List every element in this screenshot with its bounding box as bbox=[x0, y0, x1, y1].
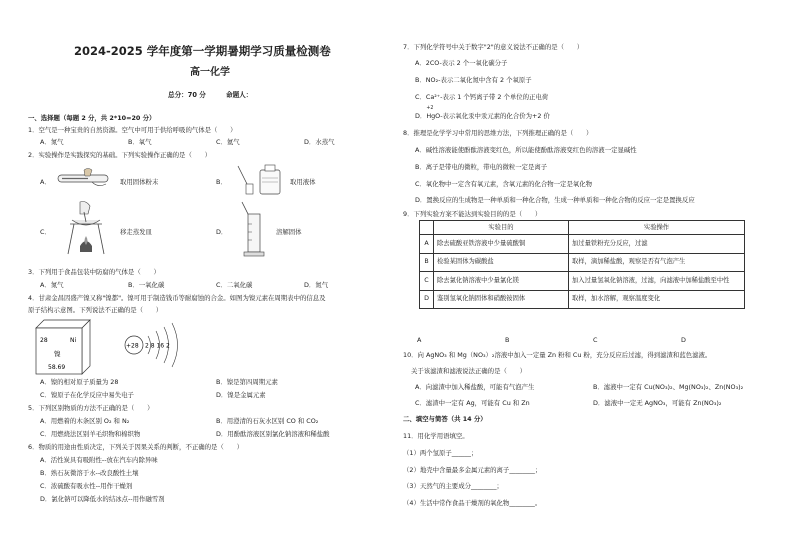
row-key: B bbox=[420, 253, 434, 272]
q7-option-a[interactable]: A．2CO-表示 2 个一氧化碳分子 bbox=[415, 59, 508, 67]
row-purpose: 检验某固体为碳酸盐 bbox=[434, 253, 569, 272]
row-purpose: 除去氯化钠溶液中少量氯化镁 bbox=[434, 272, 569, 291]
table-header-purpose: 实验目的 bbox=[434, 221, 569, 235]
q6-option-a[interactable]: A．活性炭具有吸附性--放在汽车内除异味 bbox=[40, 456, 158, 464]
q3-option-d[interactable]: D．氮气 bbox=[304, 281, 329, 289]
q1-option-d[interactable]: D．水蒸气 bbox=[304, 138, 335, 146]
row-key: D bbox=[420, 290, 434, 309]
q5-option-b[interactable]: B．用澄清的石灰水区别 CO 和 CO₂ bbox=[216, 417, 319, 425]
q9-option-c[interactable]: C bbox=[593, 336, 598, 344]
row-operation: 加入过量氢氧化钠溶液，过滤，向滤液中加稀盐酸至中性 bbox=[569, 272, 745, 291]
periodic-number: 28 bbox=[40, 337, 48, 344]
exam-title: 2024-2025 学年度第一学期暑期学习质量检测卷 bbox=[74, 44, 331, 58]
q9-option-b[interactable]: B bbox=[505, 336, 510, 344]
q8-stem: 8．推理是化学学习中常用的思维方法，下列推理正确的是（ ） bbox=[403, 129, 593, 137]
section2-heading: 二、填空与简答（共 14 分） bbox=[403, 415, 487, 423]
atom-shells: 2 8 16 2 bbox=[145, 342, 170, 350]
row-key: A bbox=[420, 235, 434, 254]
q10-option-d[interactable]: D．滤液中一定无 AgNO₃，可能有 Zn(NO₃)₂ bbox=[593, 399, 722, 407]
hgo-formula bbox=[426, 106, 441, 120]
section1-heading: 一、选择题（每题 2 分，共 2*10=20 分） bbox=[28, 114, 156, 122]
score-label: 总分：70 分 bbox=[168, 91, 206, 99]
q1-option-a[interactable]: A．氮气 bbox=[40, 138, 64, 146]
q2-caption-b: 取用液体 bbox=[290, 178, 316, 186]
q9-option-a[interactable]: A bbox=[417, 336, 422, 344]
q6-option-d[interactable]: D．氯化钠可以降低水的结冰点--用作融雪剂 bbox=[40, 495, 165, 503]
q4-option-c[interactable]: C．镍原子在化学反应中易失电子 bbox=[40, 391, 134, 399]
row-operation: 取样，滴加稀盐酸，观察是否有气泡产生 bbox=[569, 253, 745, 272]
q8-option-d[interactable]: D．置换反应的生成物是一种单质和一种化合物，生成一种单质和一种化合物的反应一定是置换反应 bbox=[415, 196, 695, 204]
liquid-bottle-icon bbox=[232, 160, 286, 196]
q2-caption-c: 移走蒸发皿 bbox=[120, 228, 152, 236]
q2-option-a[interactable]: A． bbox=[40, 178, 51, 186]
q2-option-b[interactable]: B． bbox=[216, 178, 227, 186]
q11-item-1[interactable]: （1）两个氢原子______； bbox=[403, 449, 478, 457]
table-row bbox=[420, 272, 745, 291]
powder-test-tube-icon bbox=[54, 166, 112, 192]
row-purpose: 除去硫酸亚铁溶液中少量硫酸铜 bbox=[434, 235, 569, 254]
q3-option-c[interactable]: C．二氧化碳 bbox=[216, 281, 253, 289]
q11-stem: 11．用化学用语填空。 bbox=[403, 432, 469, 440]
hgo-text: HgO bbox=[426, 112, 441, 120]
q7-option-d[interactable] bbox=[415, 106, 550, 120]
q5-option-d[interactable]: D．用酚酞溶液区别氯化钠溶液和稀盐酸 bbox=[216, 430, 330, 438]
q10-option-b[interactable]: B．滤液中一定有 Cu(NO₃)₂、Mg(NO₃)₂、Zn(NO₃)₂ bbox=[593, 383, 744, 391]
table-row bbox=[420, 235, 745, 254]
q1-option-c[interactable]: C．氦气 bbox=[216, 138, 240, 146]
q5-option-c[interactable]: C．用燃烧法区别羊毛织物和棉织物 bbox=[40, 430, 141, 438]
q7-option-b[interactable]: B．NO₂-表示二氧化氮中含有 2 个氧原子 bbox=[415, 76, 532, 84]
q7-option-c[interactable]: C．Ca²⁺-表示 1 个钙离子带 2 个单位的正电荷 bbox=[415, 93, 549, 101]
q10-option-a[interactable]: A．向滤渣中加入稀盐酸，可能有气泡产生 bbox=[415, 383, 535, 391]
q2-stem: 2．实验操作是实践探究的基础。下列实验操作正确的是（ ） bbox=[28, 151, 212, 159]
q3-option-a[interactable]: A．氮气 bbox=[40, 281, 64, 289]
q2-option-d[interactable]: D． bbox=[216, 228, 228, 236]
periodic-mass: 58.69 bbox=[48, 364, 66, 371]
q9-stem: 9．下列实验方案不能达到实验目的的是（ ） bbox=[403, 210, 542, 218]
q3-option-b[interactable]: B．一氧化碳 bbox=[128, 281, 165, 289]
q1-option-b[interactable]: B．氧气 bbox=[128, 138, 152, 146]
q10-option-c[interactable]: C．滤渣中一定有 Ag，可能有 Cu 和 Zn bbox=[415, 399, 530, 407]
q6-option-b[interactable]: B．熟石灰微溶于水--改良酸性土壤 bbox=[40, 469, 139, 477]
q6-stem: 6．物质的用途由性质决定，下列关于因果关系的判断，不正确的是（ ） bbox=[28, 443, 243, 451]
row-operation: 加过量铁粉充分反应，过滤 bbox=[569, 235, 745, 254]
evaporating-dish-icon bbox=[64, 200, 110, 258]
atom-structure-diagram bbox=[120, 318, 200, 372]
q11-item-3[interactable]: （3）天然气的主要成分________； bbox=[403, 482, 503, 490]
q9-option-d[interactable]: D bbox=[681, 336, 686, 344]
q4-option-b[interactable]: B．镍是第四周期元素 bbox=[216, 378, 278, 386]
table-row bbox=[420, 290, 745, 309]
q11-item-4[interactable]: （4）生活中常作食品干燥剂的氧化物________。 bbox=[403, 499, 542, 507]
q8-option-b[interactable]: B．离子是带电的微粒，带电的微粒一定是离子 bbox=[415, 163, 548, 171]
q2-option-c[interactable]: C． bbox=[40, 228, 51, 236]
graduated-cylinder-icon bbox=[238, 200, 268, 258]
q1-stem: 1．空气是一种宝贵的自然资源。空气中可用于供给呼吸的气体是（ ） bbox=[28, 126, 237, 134]
q5-option-a[interactable]: A．用燃着的木条区别 O₂ 和 N₂ bbox=[40, 417, 130, 425]
periodic-symbol: Ni bbox=[70, 337, 77, 344]
q8-option-a[interactable]: A．碱性溶液能使酚酞溶液变红色，所以能使酚酞溶液变红色的溶液一定显碱性 bbox=[415, 146, 637, 154]
q7-option-d-label: D． bbox=[415, 112, 427, 120]
q4-option-d[interactable]: D．镍是金属元素 bbox=[216, 391, 266, 399]
q7-stem: 7．下列化学符号中关于数字"2"的意义说法不正确的是（ ） bbox=[403, 43, 584, 51]
periodic-name: 镍 bbox=[54, 350, 61, 358]
q6-option-c[interactable]: C．浓硫酸有吸水性--用作干燥剂 bbox=[40, 482, 133, 490]
row-operation: 取样，加水溶解，观察温度变化 bbox=[569, 290, 745, 309]
author-label: 命题人： bbox=[226, 91, 253, 99]
table-header-row bbox=[420, 221, 745, 235]
table-header-blank bbox=[420, 221, 434, 235]
q2-caption-a: 取用固体粉末 bbox=[120, 178, 159, 186]
q3-stem: 3．下列用于食品包装中防腐的气体是（ ） bbox=[28, 268, 160, 276]
q4-stem-line1: 4．甘肃金昌因盛产镍又称"镍都"。镍可用于制造钱币等耐腐蚀的合金。如图为镍元素在周期表中的信息及 bbox=[28, 294, 326, 302]
q8-option-c[interactable]: C．氧化物中一定含有氧元素，含氧元素的化合物一定是氧化物 bbox=[415, 180, 593, 188]
q4-stem-line2: 原子结构示意图。下列说法不正确的是（ ） bbox=[28, 306, 163, 314]
table-row bbox=[420, 253, 745, 272]
row-purpose: 鉴别氢氧化钠固体和硝酸铵固体 bbox=[434, 290, 569, 309]
exam-subject: 高一化学 bbox=[190, 67, 230, 78]
q10-stem-line2: 关于该滤渣和滤液说法正确的是（ ） bbox=[411, 367, 527, 375]
q2-caption-d: 溶解固体 bbox=[276, 228, 302, 236]
q9-table bbox=[419, 220, 745, 309]
table-header-operation: 实验操作 bbox=[569, 221, 745, 235]
q7-option-d-text: -表示氧化汞中汞元素的化合价为+2 价 bbox=[440, 112, 550, 120]
q5-stem: 5．下列区别物质的方法不正确的是（ ） bbox=[28, 404, 154, 412]
q11-item-2[interactable]: （2）地壳中含量最多金属元素的离子________； bbox=[403, 466, 542, 474]
q10-stem-line1: 10．向 AgNO₃ 和 Mg（NO₃）₂溶液中加入一定量 Zn 粉和 Cu 粉，充分反应后过滤，得到滤渣和蓝色滤液。 bbox=[403, 351, 712, 359]
hgo-charge: +2 bbox=[426, 106, 434, 111]
row-key: C bbox=[420, 272, 434, 291]
periodic-cell bbox=[34, 318, 94, 376]
atom-nucleus: +28 bbox=[126, 342, 139, 350]
q4-option-a[interactable]: A．镍的相对原子质量为 28 bbox=[40, 378, 119, 386]
